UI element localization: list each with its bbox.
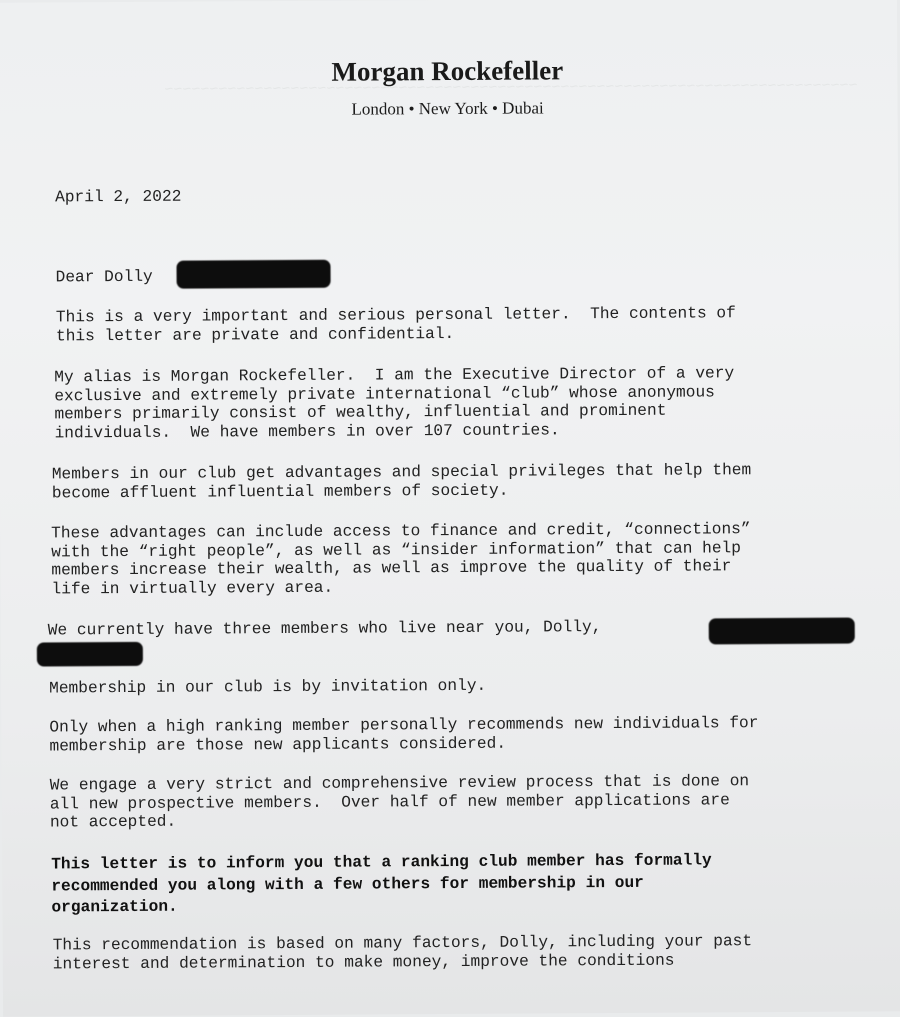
letter-date: April 2, 2022	[55, 187, 182, 207]
letterhead-cities: London • New York • Dubai	[351, 98, 544, 119]
paragraph-2: My alias is Morgan Rockefeller. I am the Executive Director of a very exclusive and extremely private international “club” whose anonymous members primarily consist of wealthy, influential and prominent individuals. We have members in over 107 countries.	[54, 364, 735, 442]
redaction-mark	[37, 642, 143, 667]
paragraph-6: Membership in our club is by invitation only.	[49, 676, 487, 698]
redaction-mark	[709, 618, 855, 645]
paragraph-3: Members in our club get advantages and special privileges that help them become affluent influential members of society.	[51, 461, 752, 502]
paragraph-5: We currently have three members who live near you, Dolly,	[47, 618, 602, 640]
paragraph-9-bold: This letter is to inform you that a ranking club member has formally recommended you along with a few others for membership in our organization.	[51, 851, 712, 917]
bleed-through-text: ~~~~~~~~~~~~~~~~~~~~~~~~~~~~~~~~~~~~~~~~~~~~~~~~~~~~~~~~~~~~~~~~~~~~~~~~~~~~~	[164, 58, 858, 114]
salutation: Dear Dolly	[55, 267, 153, 287]
paragraph-7: Only when a high ranking member personally recommends new individuals for membership are those new applicants considered.	[49, 714, 759, 755]
paragraph-8: We engage a very strict and comprehensive review process that is done on all new prospective members. Over half of new member applications are not accepted.	[49, 772, 750, 832]
paragraph-4: These advantages can include access to finance and credit, “connections” with the “right people”, as well as “insider information” that can help members increase their wealth, as well as improve the quality of their life in virtually every area.	[51, 520, 751, 598]
letterhead-name: Morgan Rockefeller	[331, 55, 564, 87]
redaction-mark	[176, 260, 330, 289]
paragraph-1: This is a very important and serious personal letter. The contents of this letter are private and confidential.	[55, 304, 736, 345]
paragraph-10: This recommendation is based on many factors, Dolly, including your past interest and determination to make money, improve the conditions	[52, 932, 753, 973]
